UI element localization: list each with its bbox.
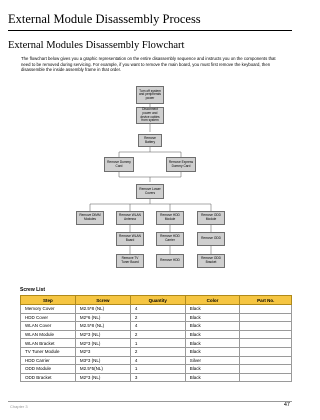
table-cell: Black: [185, 365, 240, 374]
table-cell: M2*3: [75, 347, 130, 356]
table-row: [21, 339, 292, 348]
flow-step-dummy-card: Remove Dummy Card: [104, 157, 134, 172]
table-cell: [240, 356, 292, 365]
table-cell: WLAN Module: [21, 330, 76, 339]
table-cell: ODD Bracket: [21, 373, 76, 382]
table-cell: 3: [130, 373, 185, 382]
table-cell: 4: [130, 305, 185, 314]
flow-step-hdd-carrier: Remove HDD Carrier: [156, 232, 184, 246]
table-cell: ODD Module: [21, 365, 76, 374]
table-cell: Black: [185, 322, 240, 331]
page-title: External Module Disassembly Process: [8, 12, 201, 26]
table-cell: Black: [185, 373, 240, 382]
table-cell: M2.5*8 (NL): [75, 305, 130, 314]
flow-step-hdd-module: Remove HDD Module: [156, 211, 184, 225]
table-cell: M2.5*5(NL): [75, 365, 130, 374]
table-cell: 2: [130, 313, 185, 322]
table-cell: M2*6 (NL): [75, 313, 130, 322]
column-header: Color: [185, 296, 240, 305]
table-cell: [240, 330, 292, 339]
table-cell: 1: [130, 339, 185, 348]
table-cell: [240, 313, 292, 322]
table-row: [21, 365, 292, 374]
column-header: Part No.: [240, 296, 292, 305]
intro-paragraph: The flowchart below gives you a graphic representation on the entire disassembly sequence and instructs you on the components that need to be removed during servicing. For example, if you want to remove the main board, you must first remove the keyboard, then disassemble the inside assembly frame in that order.: [21, 56, 276, 73]
table-row: [21, 330, 292, 339]
flow-step-wlan-antenna: Remove WLAN Antenna: [116, 211, 144, 225]
flow-step-wlan-board: Remove WLAN Board: [116, 232, 144, 246]
section-heading: External Modules Disassembly Flowchart: [8, 40, 185, 51]
footer-chapter: Chapter 3: [10, 404, 28, 409]
table-cell: Black: [185, 305, 240, 314]
screw-list-table: [20, 295, 292, 382]
table-cell: [240, 322, 292, 331]
flow-step-odd-bracket: Remove ODD Bracket: [197, 254, 225, 268]
footer-rule: [8, 401, 292, 402]
table-cell: HDD Carrier: [21, 356, 76, 365]
table-cell: Black: [185, 339, 240, 348]
table-cell: [240, 365, 292, 374]
screw-table-body: [21, 305, 292, 382]
table-cell: Silver: [185, 356, 240, 365]
table-row: [21, 347, 292, 356]
table-row: [21, 373, 292, 382]
flow-step-odd: Remove ODD: [197, 232, 225, 246]
table-row: [21, 322, 292, 331]
table-cell: [240, 305, 292, 314]
table-cell: HDD Cover: [21, 313, 76, 322]
table-cell: WLAN Bracket: [21, 339, 76, 348]
flow-step-odd-module: Remove ODD Module: [197, 211, 225, 225]
table-cell: M2*3 (NL): [75, 339, 130, 348]
table-row: [21, 305, 292, 314]
page-number: 47: [283, 402, 290, 408]
table-row: [21, 313, 292, 322]
table-cell: 2: [130, 330, 185, 339]
flow-step-dimm: Remove DIMM Modules: [76, 211, 104, 225]
table-cell: Black: [185, 313, 240, 322]
column-header: Step: [21, 296, 76, 305]
table-cell: Black: [185, 330, 240, 339]
table-cell: M2*3 (NL): [75, 373, 130, 382]
table-cell: 4: [130, 356, 185, 365]
column-header: Quantity: [130, 296, 185, 305]
table-cell: TV Tuner Module: [21, 347, 76, 356]
table-cell: WLAN Cover: [21, 322, 76, 331]
table-cell: Memory Cover: [21, 305, 76, 314]
table-cell: [240, 339, 292, 348]
flow-step-disconnect-cables: Disconnect power and device cables from system: [136, 107, 164, 124]
table-cell: 1: [130, 365, 185, 374]
flow-step-lower-covers: Remove Lower Covers: [136, 184, 164, 199]
flow-step-express-dummy-card: Remove Express Dummy Card: [166, 157, 196, 172]
table-cell: 2: [130, 347, 185, 356]
column-header: Screw: [75, 296, 130, 305]
flow-step-power-off: Turn off system and peripherals power: [136, 86, 164, 104]
flow-step-battery: Remove Battery: [138, 134, 162, 147]
flow-step-tv-tuner: Remove TV Tuner Board: [116, 254, 144, 268]
table-cell: Black: [185, 347, 240, 356]
table-cell: [240, 347, 292, 356]
flow-step-hdd: Remove HDD: [156, 254, 184, 268]
table-cell: M2*3 (NL): [75, 330, 130, 339]
title-rule: [8, 30, 292, 31]
table-row: [21, 356, 292, 365]
screw-list-title: Screw List: [20, 287, 46, 293]
table-cell: [240, 373, 292, 382]
table-cell: 4: [130, 322, 185, 331]
table-cell: M2.5*8 (NL): [75, 322, 130, 331]
table-cell: M3*3 (NL): [75, 356, 130, 365]
table-header-row: [21, 296, 292, 305]
